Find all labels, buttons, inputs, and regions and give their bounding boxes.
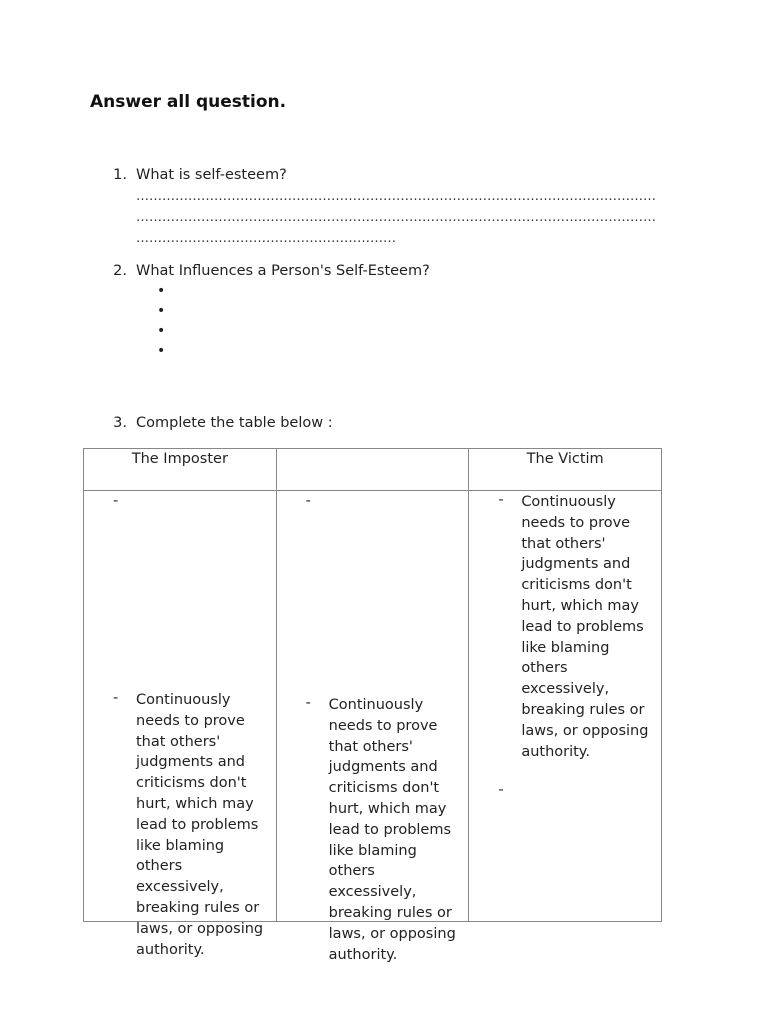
list-item-text: Continuously needs to prove that others' judgments and criticisms don't hurt, which may lead to problems like blaming others excessively, breaking rules or laws, or opposing authority.	[328, 697, 456, 963]
header-cell-victim	[469, 449, 662, 491]
dash-marker: -	[305, 695, 311, 711]
list-item-text: Continuously needs to prove that others' judgments and criticisms don't hurt, which may lead to problems like blaming others excessively, breaking rules or laws, or opposing authority.	[136, 692, 264, 958]
question-1-text: What is self-esteem?	[136, 167, 287, 183]
bullet-item: •	[157, 303, 166, 319]
question-3-number: 3.	[113, 415, 127, 431]
list-item-text: Continuously needs to prove that others' judgments and criticisms don't hurt, which may lead to problems like blaming others excessively, breaking rules or laws, or opposing authority.	[521, 494, 649, 760]
answer-line-1[interactable]: …………………………………………………………………………………………………………	[136, 189, 656, 204]
answer-line-2[interactable]: …………………………………………………………………………………………………………	[136, 210, 656, 225]
dash-marker: -	[498, 782, 504, 798]
dash-marker: -	[305, 493, 311, 509]
table-row	[84, 491, 662, 922]
dash-marker: -	[113, 493, 119, 509]
bullet-item: •	[157, 343, 166, 359]
header-cell-imposter	[84, 449, 277, 491]
answer-line-3[interactable]: ……………………………………………………	[136, 231, 396, 246]
table-header-row	[84, 449, 662, 491]
header-victim-label: The Victim	[526, 451, 604, 467]
page-heading: Answer all question.	[90, 92, 287, 112]
question-3-text: Complete the table below :	[136, 415, 333, 431]
question-1-number: 1.	[113, 167, 127, 183]
header-blank-label	[277, 449, 469, 451]
bullet-item: •	[157, 283, 166, 299]
question-2-number: 2.	[113, 263, 127, 279]
header-imposter-label: The Imposter	[131, 451, 228, 467]
dash-marker: -	[113, 690, 119, 706]
cell-middle[interactable]	[276, 491, 469, 963]
cell-imposter[interactable]	[84, 491, 277, 958]
bullet-item: •	[157, 323, 166, 339]
header-cell-blank[interactable]	[276, 449, 469, 491]
dash-marker: -	[498, 492, 504, 508]
comparison-table	[83, 448, 662, 963]
question-2-text: What Influences a Person's Self-Esteem?	[136, 263, 430, 279]
cell-victim[interactable]	[469, 491, 662, 922]
